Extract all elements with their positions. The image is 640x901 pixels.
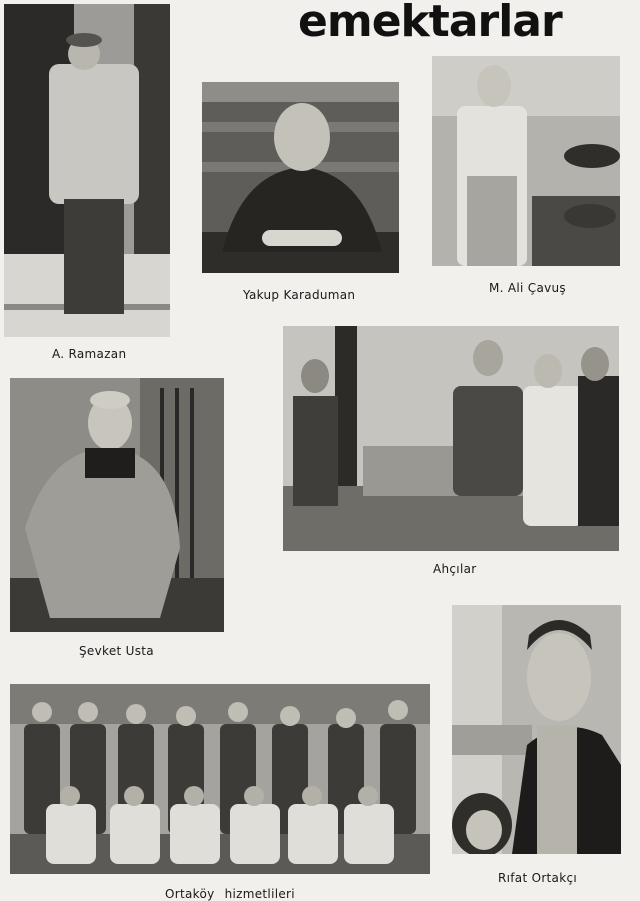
caption-ramazan: A. Ramazan — [52, 347, 127, 361]
page-title: emektarlar — [298, 0, 562, 47]
photo-ramazan — [4, 4, 170, 337]
caption-sevket: Şevket Usta — [79, 644, 154, 658]
caption-rifat: Rıfat Ortakçı — [498, 871, 577, 885]
photo-rifat — [452, 605, 621, 854]
photo-yakup — [202, 82, 399, 273]
photo-ali — [432, 56, 620, 266]
caption-yakup: Yakup Karaduman — [243, 288, 356, 302]
photo-ahcilar — [283, 326, 619, 551]
caption-ahcilar: Ahçılar — [433, 562, 477, 576]
caption-ortakoy: Ortaköy hizmetlileri — [165, 887, 295, 901]
caption-ali: M. Ali Çavuş — [489, 281, 566, 295]
photo-ortakoy — [10, 684, 430, 874]
photo-sevket — [10, 378, 224, 632]
